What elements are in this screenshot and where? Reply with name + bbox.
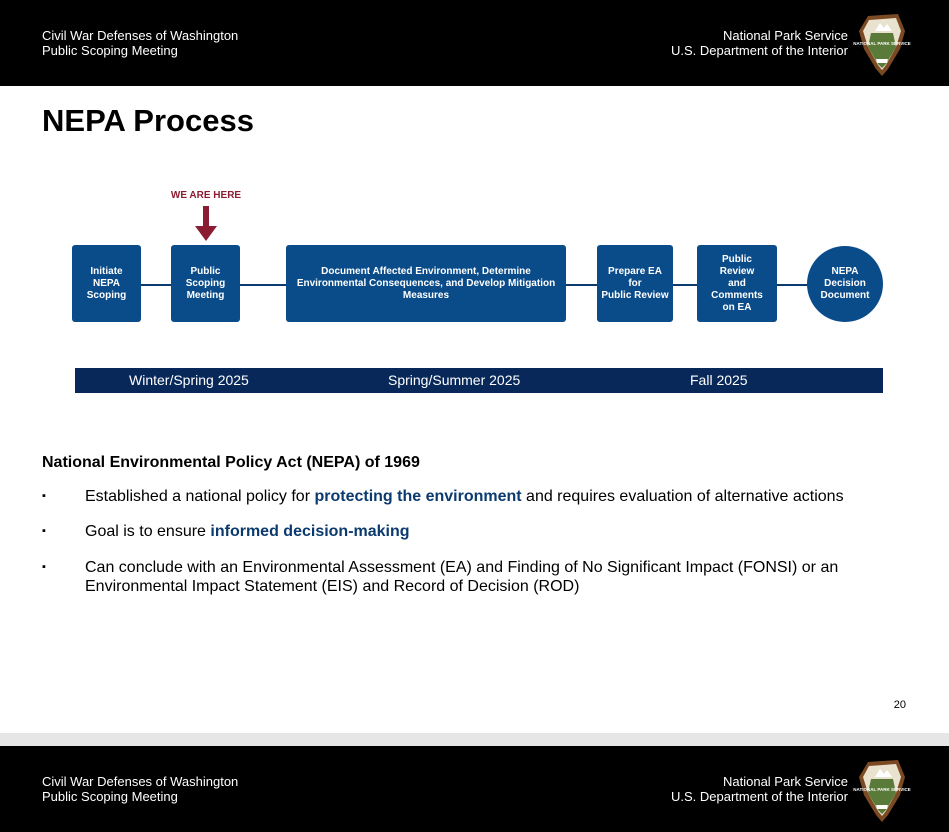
bullet-highlight: protecting the environment	[314, 488, 522, 505]
bullet-text: Established a national policy for protecting the environment and requires evaluation of alternative actions	[85, 488, 844, 505]
timeline-winter-spring: Winter/Spring 2025	[129, 372, 249, 388]
logo-text: NATIONAL PARK SERVICE	[853, 787, 911, 792]
header-department: U.S. Department of the Interior	[670, 42, 848, 58]
header-department: U.S. Department of the Interior	[670, 788, 848, 804]
bullet-item	[42, 558, 902, 596]
we-are-here-label: WE ARE HERE	[170, 190, 242, 201]
bullet-marker: ▪	[42, 525, 46, 537]
header-agency: National Park Service	[723, 774, 848, 789]
header-meeting-name: Public Scoping Meeting	[42, 788, 178, 804]
timeline-bar	[75, 368, 883, 393]
nps-arrowhead-logo-icon	[853, 759, 911, 823]
act-heading: National Environmental Policy Act (NEPA) of 1969	[42, 454, 420, 471]
down-arrow-icon	[194, 206, 218, 242]
bullet-item	[42, 522, 902, 541]
bullet-text: Can conclude with an Environmental Assessment (EA) and Finding of No Significant Impact (FONSI) or an Environmental Impact Statement (EIS) and Record of Decision (ROD)	[85, 559, 839, 595]
header-meeting-name: Public Scoping Meeting	[42, 42, 178, 58]
bullet-marker: ▪	[42, 561, 46, 573]
next-slide-header	[0, 746, 949, 832]
page-title: NEPA Process	[42, 103, 254, 138]
header-project-title: Civil War Defenses of Washington	[42, 774, 239, 789]
page-number: 20	[893, 699, 906, 711]
header-right	[671, 775, 848, 804]
step-document-affected-environment: Document Affected Environment, Determine Environmental Consequences, and Develop Mitigation Measures	[286, 245, 566, 322]
step-nepa-decision-document: NEPA Decision Document	[807, 246, 883, 322]
header-project-title: Civil War Defenses of Washington	[42, 28, 239, 43]
logo-text: NATIONAL PARK SERVICE	[853, 41, 911, 46]
step-public-scoping-meeting: Public Scoping Meeting	[171, 245, 240, 322]
bullet-item	[42, 487, 902, 506]
nps-arrowhead-logo-icon	[853, 13, 911, 77]
step-initiate-nepa-scoping: Initiate NEPA Scoping	[72, 245, 141, 322]
header-left	[42, 29, 238, 58]
step-public-review: Public Review and Comments on EA	[697, 245, 777, 322]
timeline-spring-summer: Spring/Summer 2025	[388, 372, 521, 388]
header-right	[671, 29, 848, 58]
timeline-fall: Fall 2025	[690, 372, 748, 388]
bullet-text: Goal is to ensure informed decision-making	[85, 523, 410, 540]
bullet-highlight: informed decision-making	[210, 523, 410, 540]
header-agency: National Park Service	[723, 28, 848, 43]
step-prepare-ea: Prepare EA for Public Review	[597, 245, 673, 322]
slide-header	[0, 0, 949, 86]
bullet-marker: ▪	[42, 490, 46, 502]
header-left	[42, 775, 238, 804]
